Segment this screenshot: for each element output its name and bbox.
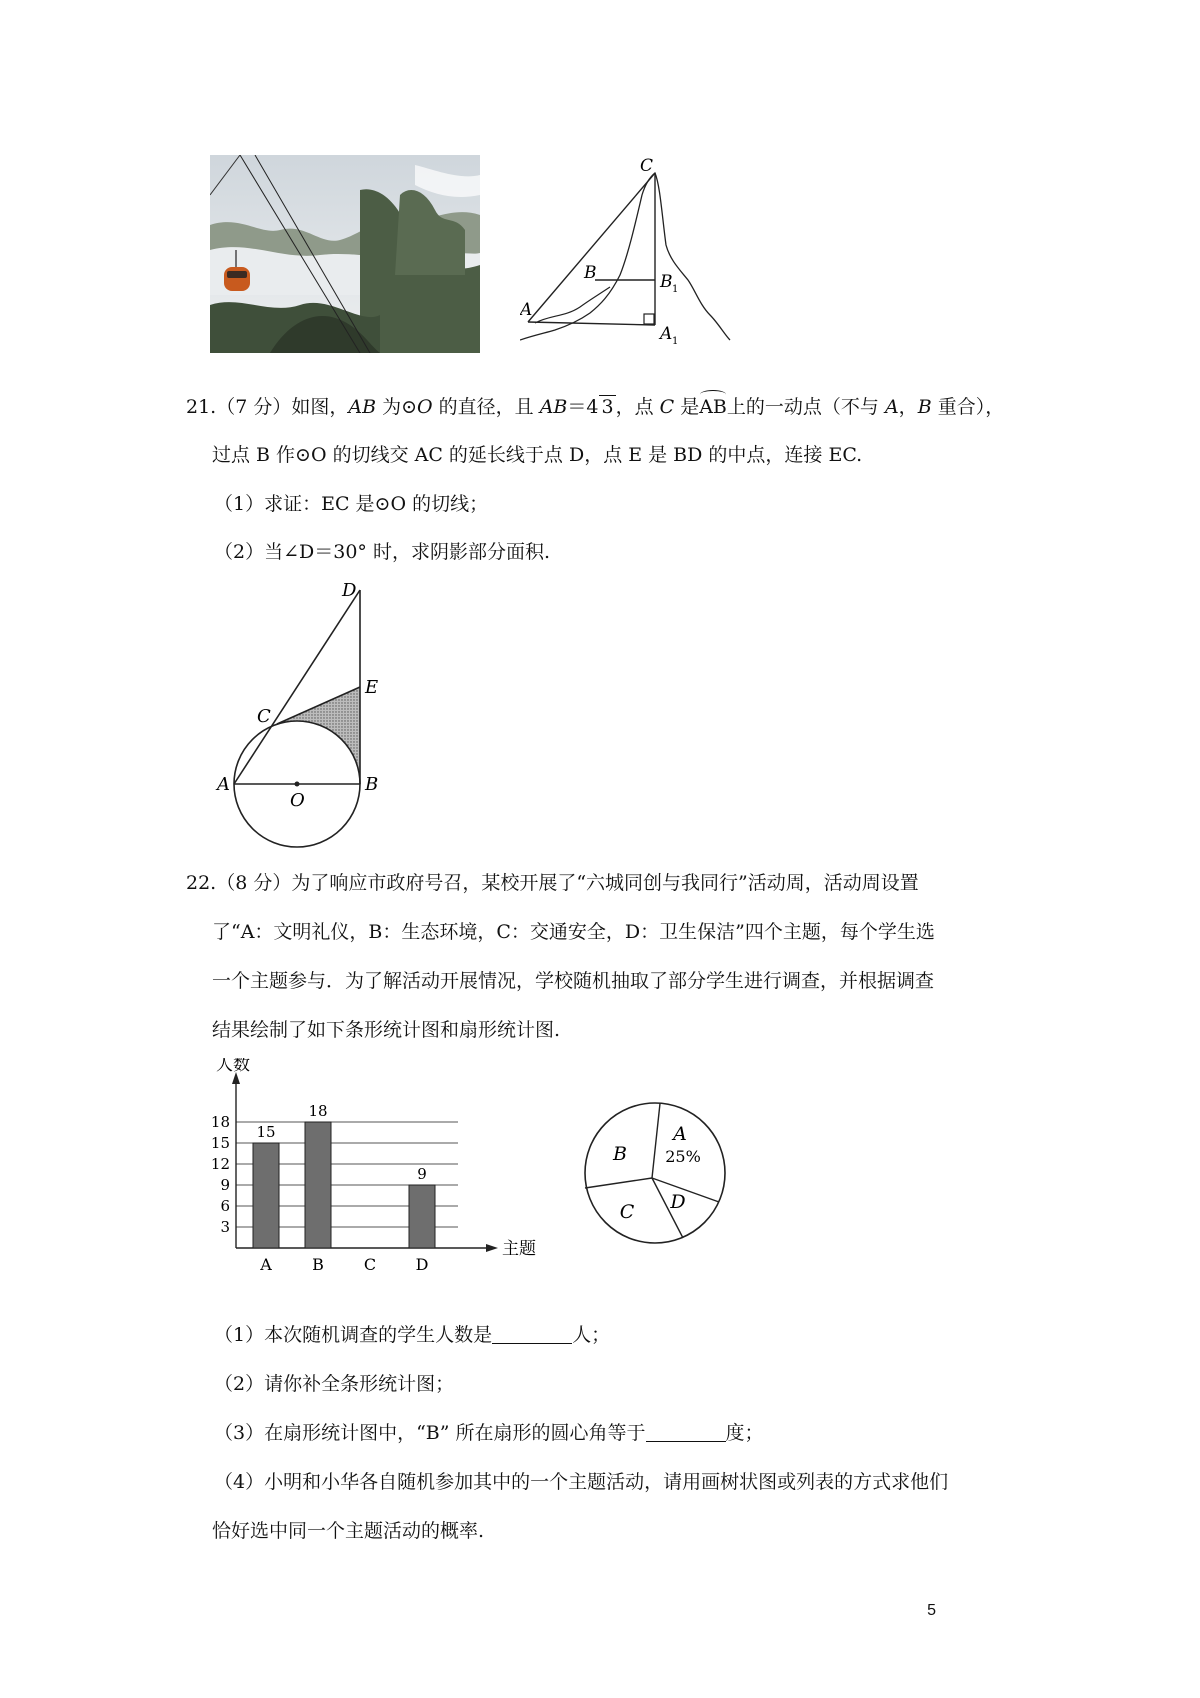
pie-label-a: A	[673, 1123, 687, 1145]
pie-label-c: C	[619, 1201, 635, 1223]
fig21-label-b: B	[365, 774, 379, 795]
y-axis-title: 人数	[216, 1058, 250, 1075]
fig21-label-o: O	[290, 790, 305, 811]
fig21-label-c: C	[257, 706, 271, 727]
q22-part3: （3）在扇形统计图中，“B” 所在扇形的圆心角等于 度；	[214, 1422, 764, 1444]
mountain-diagram	[520, 155, 750, 355]
arc-ab: AB	[699, 392, 727, 420]
pie-outline	[585, 1103, 725, 1243]
y-tick-label: 9	[220, 1176, 230, 1194]
cable-car-photo	[210, 155, 480, 353]
pie-chart	[580, 1098, 730, 1248]
pie-label-d: D	[670, 1191, 686, 1213]
q22-part4-line2: 恰好选中同一个主题活动的概率.	[212, 1520, 485, 1542]
y-tick-label: 3	[220, 1218, 230, 1236]
bar-value-label: 18	[308, 1102, 328, 1120]
answer-blank-2[interactable]	[646, 1421, 726, 1442]
y-tick-label: 15	[210, 1134, 230, 1152]
q22-line4: 结果绘制了如下条形统计图和扇形统计图.	[212, 1019, 561, 1041]
q21-part2: （2）当∠D＝30° 时，求阴影部分面积.	[214, 541, 550, 563]
x-axis-title: 主题	[502, 1239, 536, 1259]
q21-line1: 21.（7 分）如图，AB 为⊙O 的直径，且 AB＝4 3 ，点 C 是AB上的一动点（不与 A，B 重合），	[186, 392, 1004, 420]
x-axis-arrow	[486, 1244, 498, 1252]
diagram-label-a1: A	[660, 324, 673, 344]
diagram-label-b1: B	[660, 272, 673, 292]
diagram-label-b: B	[584, 263, 597, 283]
sqrt-symbol: 3	[601, 396, 614, 418]
diagram-label-c: C	[640, 156, 654, 176]
diagram-label-a: A	[520, 300, 533, 320]
x-tick-label: A	[260, 1255, 272, 1274]
x-tick-label: C	[363, 1255, 377, 1274]
bar-value-label: 9	[417, 1165, 427, 1183]
bar-d	[409, 1185, 435, 1248]
q22-part2: （2）请你补全条形统计图；	[214, 1373, 455, 1395]
q22-part1: （1）本次随机调查的学生人数是 人；	[214, 1324, 611, 1346]
q22-part4-line1: （4）小明和小华各自随机参加其中的一个主题活动，请用画树状图或列表的方式求他们	[214, 1471, 949, 1493]
bar-value-label: 15	[256, 1123, 276, 1141]
diagram-label-a1-sub: 1	[672, 336, 679, 347]
x-tick-label: D	[415, 1255, 429, 1274]
answer-blank-1[interactable]	[492, 1323, 572, 1344]
fig21-label-a: A	[217, 774, 230, 795]
q22-line3: 一个主题参与．为了解活动开展情况，学校随机抽取了部分学生进行调查，并根据调查	[212, 970, 935, 992]
pie-annotation-a: 25%	[665, 1147, 701, 1166]
y-tick-label: 6	[220, 1197, 230, 1215]
x-tick-label: B	[312, 1255, 324, 1274]
fig21-label-d: D	[342, 582, 357, 601]
y-tick-label: 12	[210, 1155, 230, 1173]
q22-line1: 22.（8 分）为了响应市政府号召，某校开展了“六城同创与我同行”活动周，活动周设置	[186, 872, 919, 894]
q21-line2: 过点 B 作⊙O 的切线交 AC 的延长线于点 D，点 E 是 BD 的中点，连接 EC.	[212, 444, 863, 466]
q21-part1: （1）求证：EC 是⊙O 的切线；	[214, 493, 489, 515]
page-number: 5	[927, 1602, 936, 1619]
circle-tangent-figure	[215, 582, 385, 852]
diagram-label-b1-sub: 1	[672, 284, 679, 295]
bar-a	[253, 1143, 279, 1248]
pie-label-b: B	[613, 1143, 627, 1165]
bar-b	[305, 1122, 331, 1248]
bar-chart	[200, 1058, 540, 1288]
y-tick-label: 18	[210, 1113, 230, 1131]
fig21-label-e: E	[365, 677, 379, 698]
q22-line2: 了“A：文明礼仪，B：生态环境，C：交通安全，D：卫生保洁”四个主题，每个学生选	[212, 921, 935, 943]
